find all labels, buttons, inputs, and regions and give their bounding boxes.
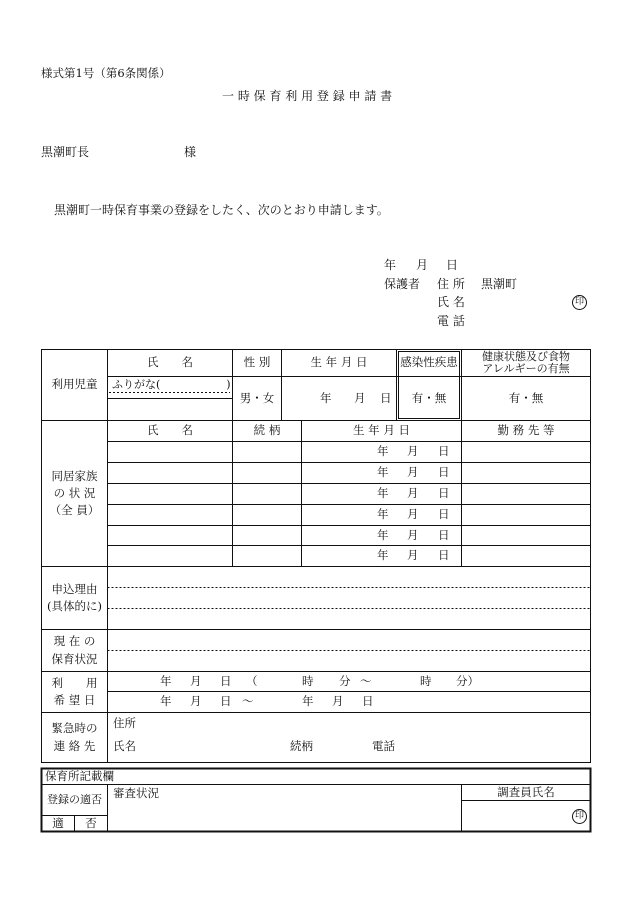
child-birth-year: 年 [320,390,332,405]
family-row-birthdate[interactable] [302,546,461,566]
child-sex-options[interactable]: 男・女 [239,390,275,405]
guardian-address-label: 住 所 [437,277,465,291]
family-row-birthdate[interactable] [302,505,461,525]
family-row-day: 日 [438,486,450,501]
emergency-name-label: 氏名 [113,739,136,753]
family-row-month: 月 [407,507,419,522]
family-row-year: 年 [377,527,389,542]
desired-tilde: ～ [360,673,372,688]
child-birthdate-field[interactable] [282,377,396,420]
emergency-relation-label: 続柄 [290,739,313,753]
family-row-day: 日 [438,507,450,522]
family-row-month: 月 [407,465,419,480]
family-row-year: 年 [377,444,389,459]
desired-range-tilde: ～ [242,694,254,709]
addressee: 黒潮町長 [41,145,90,159]
desired-date-range-row[interactable] [108,692,590,712]
desired-date-label-line1: 利 用 [51,675,98,690]
family-row-birthdate[interactable] [302,463,461,483]
emergency-label-line2: 連 絡 先 [53,738,96,753]
family-label-line1: 同居家族 [51,469,98,484]
guardian-seal-icon: 印 [572,295,587,310]
guardian-name-label: 氏 名 [437,295,465,309]
emergency-label [42,713,107,762]
family-row-month: 月 [407,548,419,563]
form-title: 一 時 保 育 利 用 登 録 申 請 書 [222,89,393,103]
reject-option[interactable]: 否 [85,815,97,830]
desired-day: 日 [220,673,232,688]
desired-range-month: 月 [190,694,202,709]
family-row-birthdate[interactable] [302,526,461,545]
emergency-label-line1: 緊急時の [51,721,98,736]
desired-hour: 時 [302,673,314,688]
desired-month: 月 [190,673,202,688]
family-col-relation: 続 柄 [253,423,281,438]
family-label-line3: （全 員） [49,502,100,517]
child-col-health-line1: 健康状態及び食物 [482,349,570,363]
application-statement: 黒潮町一時保育事業の登録をしたく、次のとおり申請します。 [54,203,389,217]
family-row-day: 日 [438,527,450,542]
child-col-health [462,350,590,376]
family-row-year: 年 [377,465,389,480]
desired-range-day: 日 [220,694,232,709]
desired-range-year: 年 [160,694,172,709]
family-row-birthdate[interactable] [302,484,461,504]
emergency-address-label: 住所 [113,716,136,730]
family-col-name: 氏 名 [147,423,193,438]
current-care-field[interactable] [108,630,590,671]
family-row-year: 年 [377,486,389,501]
child-col-health-line2: アレルギーの有無 [482,362,570,375]
family-col-birthdate: 生 年 月 日 [353,423,410,438]
family-row-day: 日 [438,444,450,459]
family-row-month: 月 [407,444,419,459]
desired-date-time-row[interactable] [108,672,590,691]
family-row-birthdate[interactable] [302,442,461,462]
reason-label-line1: 申込理由 [51,581,98,596]
review-status-label: 審査状況 [113,786,159,800]
desired-date-label [42,672,107,712]
application-date-day: 日 [446,258,459,272]
guardian-phone-label: 電 話 [437,314,465,328]
desired-year: 年 [160,673,172,688]
approval-label: 登録の適否 [47,792,102,806]
application-date-month: 月 [416,258,429,272]
emergency-phone-label: 電話 [372,739,395,753]
investigator-seal-icon: 印 [572,809,587,824]
current-care-label-line2: 保育状況 [51,651,98,666]
guardian-address-value: 黒潮町 [481,277,518,291]
desired-minute2: 分） [456,673,479,688]
family-row-year: 年 [377,507,389,522]
child-section-label: 利用児童 [51,377,98,392]
desired-open-paren: （ [246,673,258,688]
investigator-label: 調査員氏名 [497,784,555,799]
child-furigana-field[interactable]: ふりがな( ) [112,377,231,391]
family-row-year: 年 [377,548,389,563]
reason-label-line2: (具体的に) [47,599,102,613]
child-col-sex: 性 別 [243,355,271,370]
family-col-workplace: 勤 務 先 等 [497,423,555,438]
desired-hour2: 時 [420,673,432,688]
desired-minute: 分 [339,673,351,688]
family-row-month: 月 [407,527,419,542]
form-number: 様式第1号（第6条関係） [41,66,171,80]
approve-option[interactable]: 適 [52,815,64,830]
family-row-day: 日 [438,465,450,480]
office-section-title: 保育所記載欄 [45,768,114,783]
child-birth-day: 日 [380,390,392,405]
reason-label [42,567,107,629]
desired-range-year2: 年 [302,694,314,709]
reason-field[interactable] [108,567,590,629]
child-col-infection: 感染性疾患 [400,355,458,370]
family-row-day: 日 [438,548,450,563]
current-care-label-line1: 現 在 の [53,634,96,649]
child-col-birthdate: 生 年 月 日 [310,355,368,370]
desired-range-month2: 月 [332,694,344,709]
child-health-options[interactable]: 有・無 [508,390,544,405]
family-section-label [42,421,107,566]
child-col-name: 氏 名 [147,355,193,370]
child-name-field[interactable] [108,399,232,420]
desired-range-day2: 日 [362,694,374,709]
family-label-line2: の 状 況 [53,486,96,501]
addressee-honorific: 様 [184,145,197,159]
child-birth-month: 月 [354,390,366,405]
desired-date-label-line2: 希 望 日 [53,693,96,707]
guardian-label: 保護者 [384,277,421,291]
application-date-year: 年 [384,258,397,272]
family-row-month: 月 [407,486,419,501]
current-care-label [42,630,107,671]
child-infection-options[interactable]: 有・無 [411,390,447,405]
